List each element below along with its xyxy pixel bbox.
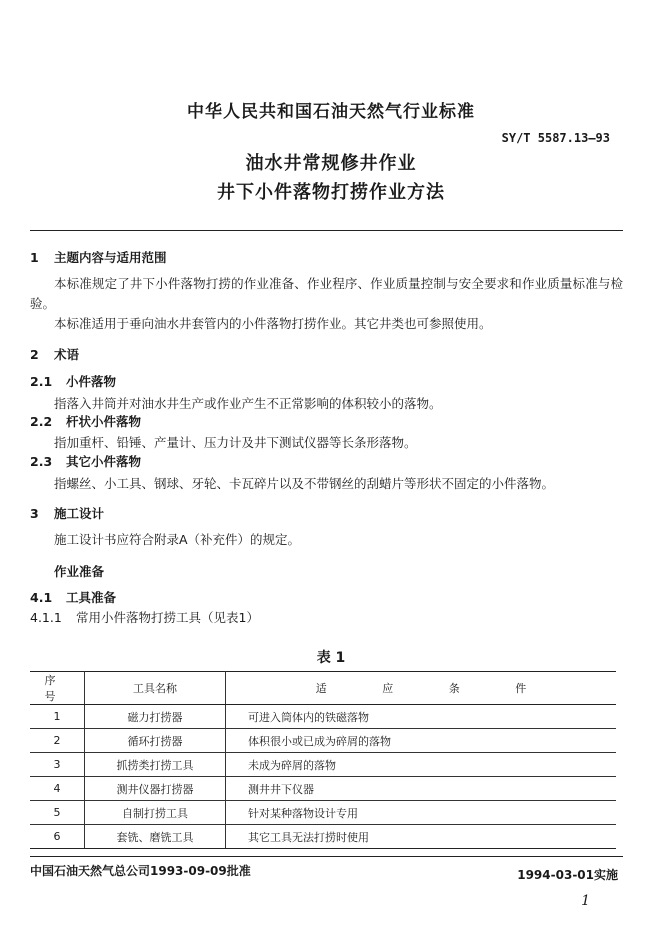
cell-name: 套铣、磨铣工具	[85, 825, 226, 849]
cell-seq: 1	[30, 705, 85, 729]
term-2-2-definition: 指加重杆、铅锤、产量计、压力计及井下测试仪器等长条形落物。	[54, 435, 417, 450]
table-row	[30, 801, 616, 825]
cell-name: 自制打捞工具	[85, 801, 226, 825]
table-row	[30, 729, 616, 753]
cell-conditions: 测井井下仪器	[226, 777, 617, 801]
cell-conditions: 体积很小或已成为碎屑的落物	[226, 729, 617, 753]
term-title: 其它小件落物	[66, 454, 142, 469]
section-4-heading: 作业准备	[54, 564, 105, 579]
table-row	[30, 753, 616, 777]
cell-seq: 6	[30, 825, 85, 849]
term-number: 2.3	[30, 454, 53, 469]
table-row	[30, 777, 616, 801]
subsection-text: 常用小件落物打捞工具（见表1）	[76, 610, 259, 625]
cell-conditions: 可进入筒体内的铁磁落物	[226, 705, 617, 729]
section-number: 2	[30, 347, 39, 362]
section-3-paragraph: 施工设计书应符合附录A（补充件）的规定。	[54, 532, 301, 547]
section-1-paragraph-1: 本标准规定了井下小件落物打捞的作业准备、作业程序、作业质量控制与安全要求和作业质量标准与检验。	[30, 276, 623, 311]
section-3-heading	[30, 504, 104, 522]
header-name: 工具名称	[85, 672, 226, 705]
term-2-3-heading	[30, 452, 141, 470]
section-1-heading	[30, 248, 167, 266]
cell-seq: 5	[30, 801, 85, 825]
cell-conditions: 未成为碎屑的落物	[226, 753, 617, 777]
term-number: 2.1	[30, 374, 53, 389]
subsection-number: 4.1.1	[30, 610, 62, 625]
tools-table	[30, 671, 616, 849]
term-title: 杆状小件落物	[66, 414, 142, 429]
document-title-line2: 井下小件落物打捞作业方法	[217, 182, 445, 203]
table-row	[30, 825, 616, 849]
section-4-1-heading	[30, 588, 116, 606]
cell-name: 磁力打捞器	[85, 705, 226, 729]
section-2-heading	[30, 345, 79, 363]
header-seq: 序 号	[30, 672, 85, 705]
document-title-line1: 油水井常规修井作业	[245, 153, 417, 174]
term-2-1-definition: 指落入井筒并对油水井生产或作业产生不正常影响的体积较小的落物。	[54, 396, 442, 411]
term-2-2-heading	[30, 412, 141, 430]
cell-name: 循环打捞器	[85, 729, 226, 753]
cell-name: 抓捞类打捞工具	[85, 753, 226, 777]
section-4-1-1-line	[30, 608, 259, 626]
subsection-number: 4.1	[30, 590, 53, 605]
cell-name: 测井仪器打捞器	[85, 777, 226, 801]
subsection-title: 工具准备	[66, 590, 117, 605]
section-number: 1	[30, 250, 39, 265]
effective-date: 1994-03-01实施	[517, 868, 618, 882]
table-row	[30, 705, 616, 729]
cell-conditions: 其它工具无法打捞时使用	[226, 825, 617, 849]
cell-conditions: 针对某种落物设计专用	[226, 801, 617, 825]
section-title: 主题内容与适用范围	[54, 250, 167, 265]
section-title: 施工设计	[54, 506, 105, 521]
cell-seq: 3	[30, 753, 85, 777]
term-title: 小件落物	[66, 374, 117, 389]
standard-code: SY/T 5587.13—93	[501, 131, 610, 145]
table-header-row	[30, 672, 616, 705]
standard-organization: 中华人民共和国石油天然气行业标准	[187, 102, 475, 122]
footer-divider	[30, 856, 623, 857]
section-title: 术语	[54, 347, 80, 362]
cell-seq: 2	[30, 729, 85, 753]
section-1-paragraph-2: 本标准适用于垂向油水井套管内的小件落物打捞作业。其它井类也可参照使用。	[54, 316, 492, 331]
title-divider	[30, 230, 623, 231]
term-number: 2.2	[30, 414, 53, 429]
section-number: 3	[30, 506, 39, 521]
page-number: 1	[581, 893, 590, 909]
table-caption: 表 1	[316, 650, 346, 666]
term-2-1-heading	[30, 372, 116, 390]
approval-line: 中国石油天然气总公司1993-09-09批准	[30, 864, 251, 878]
cell-seq: 4	[30, 777, 85, 801]
term-2-3-definition: 指螺丝、小工具、钢球、牙轮、卡瓦碎片以及不带钢丝的刮蜡片等形状不固定的小件落物。	[54, 476, 555, 491]
header-conditions: 适 应 条 件	[226, 672, 617, 705]
